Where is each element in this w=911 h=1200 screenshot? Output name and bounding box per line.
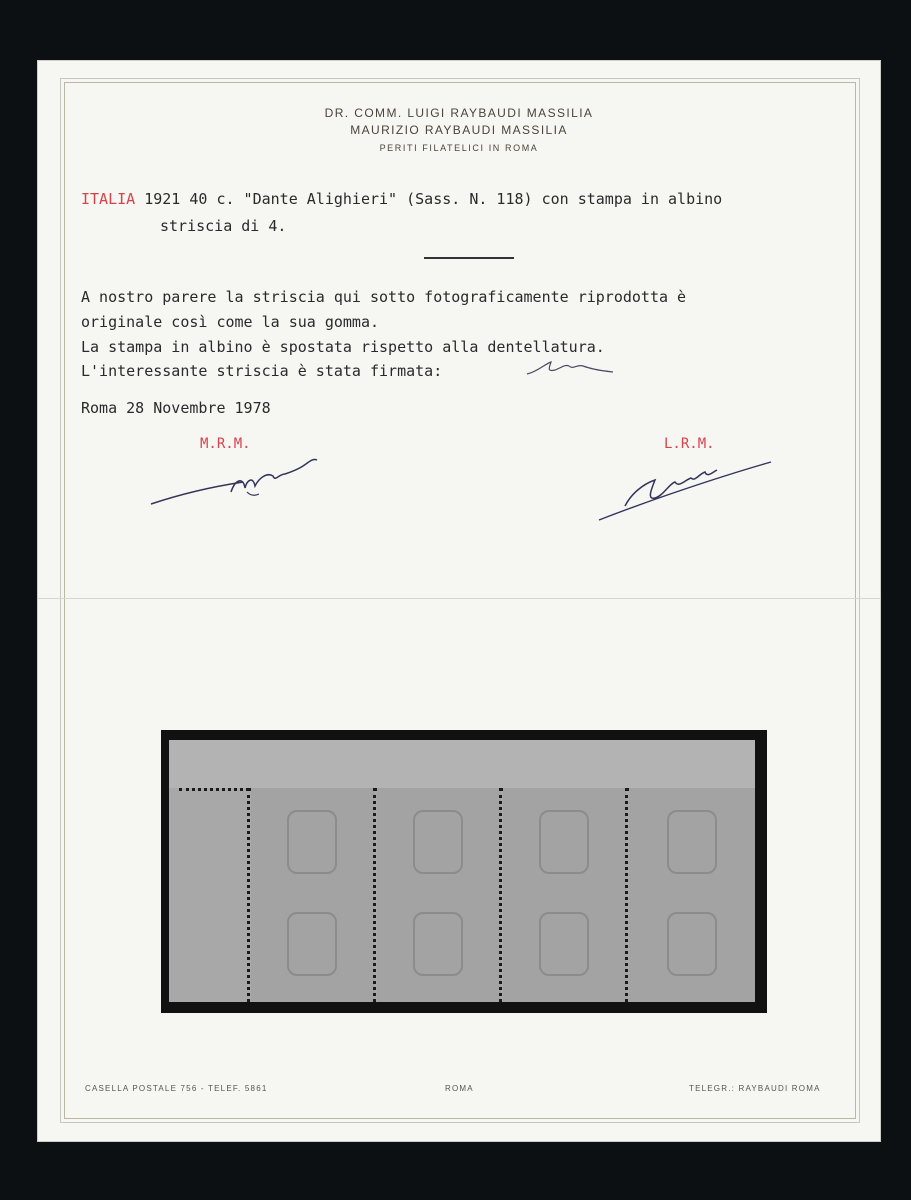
signature-left <box>147 452 327 512</box>
albino-impression-6 <box>539 912 589 976</box>
body-line-1: A nostro parere la striscia qui sotto fotograficamente riprodotta è <box>81 288 687 306</box>
stamp-strip-photo <box>161 730 767 1013</box>
body-line-3: La stampa in albino è spostata rispetto alla dentellatura. <box>81 338 605 356</box>
separator-rule <box>424 257 514 259</box>
stamp-description <box>81 190 722 208</box>
letterhead-name-2: MAURIZIO RAYBAUDI MASSILIA <box>350 123 568 137</box>
footer-address: CASELLA POSTALE 756 - TELEF. 5861 <box>85 1084 268 1093</box>
perforation-3 <box>499 788 502 1002</box>
signature-right <box>595 454 775 524</box>
certificate-sheet <box>37 60 881 1142</box>
inline-signature <box>525 358 615 382</box>
perforation-4 <box>625 788 628 1002</box>
albino-impression-5 <box>539 810 589 874</box>
letterhead-subtitle: PERITI FILATELICI IN ROMA <box>379 143 539 153</box>
albino-impression-7 <box>667 810 717 874</box>
albino-impression-3 <box>413 810 463 874</box>
date-line: Roma 28 Novembre 1978 <box>81 399 271 417</box>
footer-telegram: TELEGR.: RAYBAUDI ROMA <box>689 1084 821 1093</box>
description-continuation: striscia di 4. <box>160 217 287 235</box>
fold-line <box>37 598 881 599</box>
albino-impression-2 <box>287 912 337 976</box>
footer-city: ROMA <box>445 1084 474 1093</box>
signer-left-initials: M.R.M. <box>200 436 251 452</box>
stamp-strip <box>169 740 755 1002</box>
albino-impression-1 <box>287 810 337 874</box>
albino-impression-8 <box>667 912 717 976</box>
description-text: 1921 40 c. "Dante Alighieri" (Sass. N. 118) con stampa in albino <box>144 190 723 208</box>
perforation-2 <box>373 788 376 1002</box>
body-line-4: L'interessante striscia è stata firmata: <box>81 362 443 380</box>
albino-impression-4 <box>413 912 463 976</box>
signer-right-initials: L.R.M. <box>664 436 715 452</box>
body-line-2: originale così come la sua gomma. <box>81 313 380 331</box>
sheet-margin <box>169 740 755 788</box>
letterhead-name-1: DR. COMM. LUIGI RAYBAUDI MASSILIA <box>324 106 594 120</box>
country-label: ITALIA <box>81 190 136 208</box>
perforation-horizontal-left <box>179 788 249 791</box>
perforation-1 <box>247 788 250 1002</box>
